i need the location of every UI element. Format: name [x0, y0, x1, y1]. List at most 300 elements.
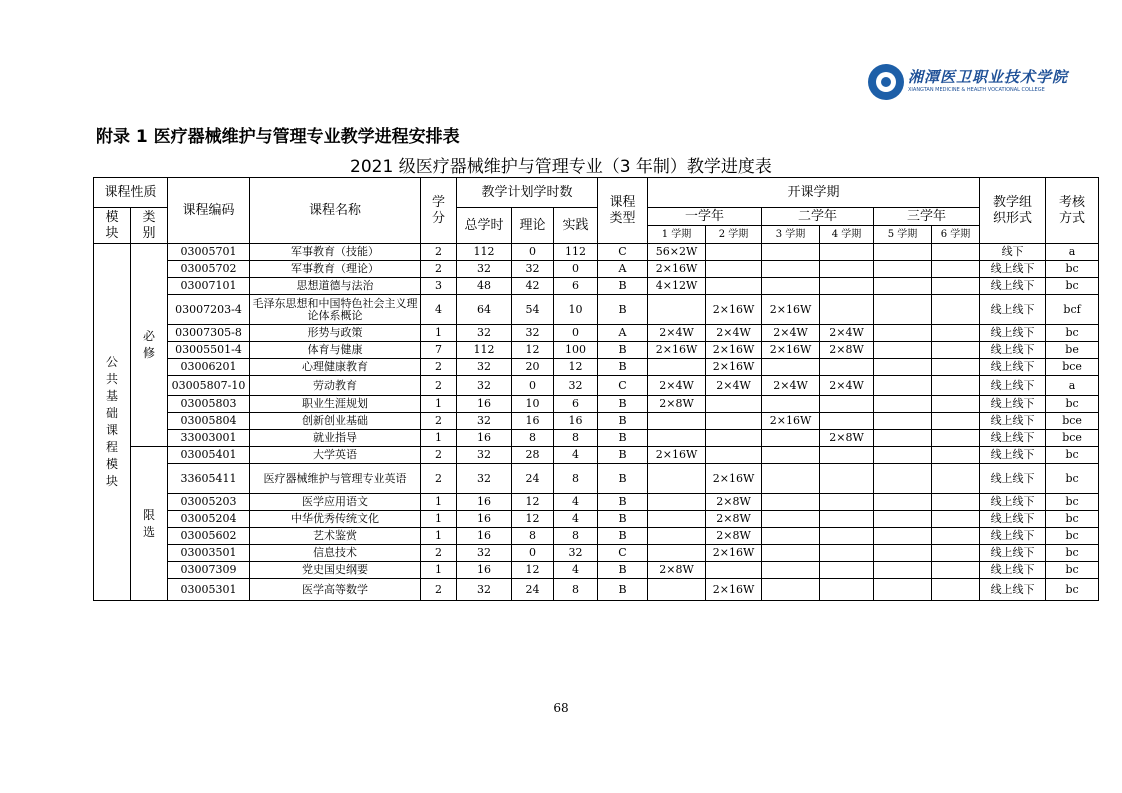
course-practice-hours: 8	[554, 579, 598, 601]
table-row	[94, 325, 1099, 342]
semester-5-cell	[874, 396, 932, 413]
course-code: 03005803	[168, 396, 250, 413]
course-name: 思想道德与法治	[250, 278, 421, 295]
semester-4-cell	[820, 447, 874, 464]
semester-4-cell: 2×8W	[820, 430, 874, 447]
semester-2-cell: 2×4W	[706, 376, 762, 396]
semester-1-cell: 2×16W	[648, 447, 706, 464]
course-type: B	[598, 359, 648, 376]
header-year-1: 一学年	[648, 208, 762, 226]
course-name: 医学应用语文	[250, 494, 421, 511]
semester-6-cell	[932, 325, 980, 342]
course-theory-hours: 28	[512, 447, 554, 464]
course-name: 心理健康教育	[250, 359, 421, 376]
semester-1-cell: 2×8W	[648, 396, 706, 413]
semester-5-cell	[874, 244, 932, 261]
semester-6-cell	[932, 579, 980, 601]
semester-4-cell	[820, 528, 874, 545]
semester-5-cell	[874, 278, 932, 295]
semester-3-cell	[762, 494, 820, 511]
course-org-form: 线上线下	[980, 325, 1046, 342]
semester-4-cell	[820, 295, 874, 325]
course-org-form: 线上线下	[980, 295, 1046, 325]
course-theory-hours: 12	[512, 494, 554, 511]
semester-2-cell	[706, 261, 762, 278]
course-name: 信息技术	[250, 545, 421, 562]
course-org-form: 线上线下	[980, 511, 1046, 528]
course-credits: 1	[421, 494, 457, 511]
course-practice-hours: 6	[554, 396, 598, 413]
semester-4-cell	[820, 545, 874, 562]
semester-5-cell	[874, 359, 932, 376]
course-name: 大学英语	[250, 447, 421, 464]
semester-3-cell: 2×16W	[762, 342, 820, 359]
course-name: 党史国史纲要	[250, 562, 421, 579]
course-name: 劳动教育	[250, 376, 421, 396]
semester-6-cell	[932, 545, 980, 562]
semester-4-cell	[820, 413, 874, 430]
table-row	[94, 413, 1099, 430]
table-row	[94, 562, 1099, 579]
course-practice-hours: 8	[554, 430, 598, 447]
course-practice-hours: 32	[554, 376, 598, 396]
course-total-hours: 48	[457, 278, 512, 295]
course-name: 中华优秀传统文化	[250, 511, 421, 528]
course-code: 03007309	[168, 562, 250, 579]
course-type: C	[598, 545, 648, 562]
course-credits: 4	[421, 295, 457, 325]
course-credits: 1	[421, 562, 457, 579]
table-row	[94, 430, 1099, 447]
semester-6-cell	[932, 528, 980, 545]
course-assessment: bc	[1046, 278, 1099, 295]
course-assessment: bce	[1046, 359, 1099, 376]
course-practice-hours: 0	[554, 325, 598, 342]
category-elective-cell: 限选	[131, 447, 168, 601]
course-assessment: bc	[1046, 494, 1099, 511]
course-org-form: 线上线下	[980, 413, 1046, 430]
semester-2-cell: 2×16W	[706, 342, 762, 359]
course-assessment: bc	[1046, 464, 1099, 494]
course-theory-hours: 8	[512, 430, 554, 447]
course-credits: 1	[421, 325, 457, 342]
semester-5-cell	[874, 528, 932, 545]
course-name: 毛泽东思想和中国特色社会主义理论体系概论	[250, 295, 421, 325]
semester-3-cell	[762, 562, 820, 579]
course-code: 03005501-4	[168, 342, 250, 359]
course-practice-hours: 32	[554, 545, 598, 562]
course-assessment: a	[1046, 244, 1099, 261]
semester-2-cell: 2×16W	[706, 579, 762, 601]
semester-5-cell	[874, 295, 932, 325]
course-practice-hours: 10	[554, 295, 598, 325]
course-name: 创新创业基础	[250, 413, 421, 430]
course-code: 03005203	[168, 494, 250, 511]
semester-6-cell	[932, 342, 980, 359]
course-assessment: bc	[1046, 528, 1099, 545]
course-type: B	[598, 413, 648, 430]
college-logo	[868, 64, 1069, 104]
header-name: 课程名称	[250, 178, 421, 244]
header-semester-6: 6 学期	[932, 226, 980, 244]
course-type: B	[598, 278, 648, 295]
semester-6-cell	[932, 447, 980, 464]
semester-5-cell	[874, 545, 932, 562]
semester-5-cell	[874, 376, 932, 396]
course-org-form: 线上线下	[980, 261, 1046, 278]
table-row	[94, 342, 1099, 359]
course-type: B	[598, 342, 648, 359]
course-org-form: 线上线下	[980, 359, 1046, 376]
semester-5-cell	[874, 261, 932, 278]
table-title: 2021 级医疗器械维护与管理专业（3 年制）教学进度表	[350, 157, 772, 177]
course-assessment: bce	[1046, 430, 1099, 447]
semester-3-cell: 2×16W	[762, 413, 820, 430]
appendix-title: 附录 1 医疗器械维护与管理专业教学进程安排表	[96, 127, 460, 147]
course-assessment: bc	[1046, 511, 1099, 528]
semester-2-cell	[706, 244, 762, 261]
semester-1-cell: 2×16W	[648, 261, 706, 278]
semester-1-cell	[648, 359, 706, 376]
course-total-hours: 32	[457, 579, 512, 601]
semester-5-cell	[874, 562, 932, 579]
semester-2-cell	[706, 562, 762, 579]
header-year-2: 二学年	[762, 208, 874, 226]
semester-2-cell	[706, 447, 762, 464]
course-code: 03005804	[168, 413, 250, 430]
course-credits: 1	[421, 430, 457, 447]
course-code: 03006201	[168, 359, 250, 376]
semester-2-cell	[706, 413, 762, 430]
course-theory-hours: 32	[512, 325, 554, 342]
course-org-form: 线上线下	[980, 579, 1046, 601]
semester-1-cell	[648, 511, 706, 528]
course-type: A	[598, 261, 648, 278]
semester-6-cell	[932, 396, 980, 413]
semester-2-cell: 2×16W	[706, 545, 762, 562]
course-assessment: bce	[1046, 413, 1099, 430]
course-theory-hours: 0	[512, 376, 554, 396]
semester-2-cell: 2×8W	[706, 511, 762, 528]
course-org-form: 线上线下	[980, 342, 1046, 359]
course-name: 艺术鉴赏	[250, 528, 421, 545]
course-name: 形势与政策	[250, 325, 421, 342]
semester-4-cell	[820, 562, 874, 579]
course-name: 医疗器械维护与管理专业英语	[250, 464, 421, 494]
course-assessment: bc	[1046, 396, 1099, 413]
course-credits: 1	[421, 511, 457, 528]
semester-1-cell: 2×8W	[648, 562, 706, 579]
course-type: B	[598, 562, 648, 579]
course-practice-hours: 4	[554, 494, 598, 511]
course-code: 33003001	[168, 430, 250, 447]
course-credits: 7	[421, 342, 457, 359]
header-semester-4: 4 学期	[820, 226, 874, 244]
semester-5-cell	[874, 579, 932, 601]
table-row	[94, 528, 1099, 545]
course-total-hours: 16	[457, 528, 512, 545]
course-org-form: 线上线下	[980, 545, 1046, 562]
course-total-hours: 16	[457, 511, 512, 528]
course-org-form: 线上线下	[980, 494, 1046, 511]
course-org-form: 线上线下	[980, 447, 1046, 464]
header-org: 教学组织形式	[980, 178, 1046, 244]
header-nature: 课程性质	[94, 178, 168, 208]
semester-5-cell	[874, 325, 932, 342]
table-row	[94, 244, 1099, 261]
semester-1-cell: 2×4W	[648, 325, 706, 342]
table-row	[94, 545, 1099, 562]
course-theory-hours: 10	[512, 396, 554, 413]
course-type: B	[598, 295, 648, 325]
course-name: 军事教育（技能）	[250, 244, 421, 261]
course-total-hours: 32	[457, 413, 512, 430]
course-code: 03007101	[168, 278, 250, 295]
course-assessment: be	[1046, 342, 1099, 359]
semester-6-cell	[932, 244, 980, 261]
category-required-cell: 必修	[131, 244, 168, 447]
semester-4-cell	[820, 511, 874, 528]
course-credits: 1	[421, 396, 457, 413]
course-assessment: bc	[1046, 261, 1099, 278]
table-row	[94, 447, 1099, 464]
header-module: 模块	[94, 208, 131, 244]
course-assessment: bc	[1046, 562, 1099, 579]
semester-5-cell	[874, 464, 932, 494]
semester-6-cell	[932, 359, 980, 376]
course-type: B	[598, 464, 648, 494]
header-semesters-group: 开课学期	[648, 178, 980, 208]
course-type: B	[598, 579, 648, 601]
page-number: 68	[553, 701, 569, 715]
course-org-form: 线上线下	[980, 464, 1046, 494]
semester-3-cell	[762, 528, 820, 545]
header-year-3: 三学年	[874, 208, 980, 226]
header-code: 课程编码	[168, 178, 250, 244]
course-theory-hours: 24	[512, 464, 554, 494]
course-assessment: bc	[1046, 447, 1099, 464]
semester-1-cell: 56×2W	[648, 244, 706, 261]
course-total-hours: 32	[457, 447, 512, 464]
semester-5-cell	[874, 494, 932, 511]
semester-6-cell	[932, 278, 980, 295]
course-total-hours: 112	[457, 244, 512, 261]
semester-1-cell	[648, 295, 706, 325]
course-practice-hours: 100	[554, 342, 598, 359]
table-row	[94, 579, 1099, 601]
semester-3-cell	[762, 447, 820, 464]
course-code: 03007305-8	[168, 325, 250, 342]
schedule-body	[94, 244, 1099, 601]
course-total-hours: 16	[457, 396, 512, 413]
course-credits: 2	[421, 447, 457, 464]
course-theory-hours: 0	[512, 545, 554, 562]
course-type: C	[598, 244, 648, 261]
table-row	[94, 511, 1099, 528]
course-theory-hours: 20	[512, 359, 554, 376]
semester-1-cell	[648, 494, 706, 511]
table-row	[94, 295, 1099, 325]
semester-4-cell	[820, 579, 874, 601]
course-assessment: bc	[1046, 545, 1099, 562]
semester-3-cell: 2×4W	[762, 376, 820, 396]
semester-6-cell	[932, 261, 980, 278]
semester-5-cell	[874, 342, 932, 359]
course-code: 03005702	[168, 261, 250, 278]
table-row	[94, 278, 1099, 295]
course-name: 职业生涯规划	[250, 396, 421, 413]
header-practice: 实践	[554, 208, 598, 244]
course-org-form: 线上线下	[980, 396, 1046, 413]
semester-1-cell: 2×4W	[648, 376, 706, 396]
semester-1-cell: 4×12W	[648, 278, 706, 295]
course-code: 03005204	[168, 511, 250, 528]
semester-6-cell	[932, 376, 980, 396]
course-theory-hours: 42	[512, 278, 554, 295]
course-type: A	[598, 325, 648, 342]
course-total-hours: 32	[457, 359, 512, 376]
course-code: 03005807-10	[168, 376, 250, 396]
course-total-hours: 32	[457, 464, 512, 494]
course-total-hours: 32	[457, 545, 512, 562]
semester-2-cell: 2×4W	[706, 325, 762, 342]
semester-2-cell: 2×8W	[706, 528, 762, 545]
header-assess: 考核方式	[1046, 178, 1099, 244]
semester-3-cell	[762, 464, 820, 494]
header-semester-3: 3 学期	[762, 226, 820, 244]
semester-3-cell	[762, 261, 820, 278]
semester-1-cell	[648, 528, 706, 545]
table-row	[94, 376, 1099, 396]
semester-6-cell	[932, 511, 980, 528]
semester-3-cell	[762, 396, 820, 413]
course-credits: 1	[421, 528, 457, 545]
semester-5-cell	[874, 413, 932, 430]
semester-2-cell	[706, 278, 762, 295]
course-theory-hours: 32	[512, 261, 554, 278]
course-practice-hours: 0	[554, 261, 598, 278]
semester-4-cell: 2×8W	[820, 342, 874, 359]
header-type: 课程类型	[598, 178, 648, 244]
course-total-hours: 64	[457, 295, 512, 325]
semester-5-cell	[874, 511, 932, 528]
course-code: 03003501	[168, 545, 250, 562]
table-row	[94, 261, 1099, 278]
course-name: 体育与健康	[250, 342, 421, 359]
course-theory-hours: 12	[512, 342, 554, 359]
course-total-hours: 16	[457, 430, 512, 447]
course-practice-hours: 112	[554, 244, 598, 261]
semester-2-cell: 2×16W	[706, 295, 762, 325]
course-credits: 2	[421, 464, 457, 494]
course-total-hours: 32	[457, 376, 512, 396]
semester-2-cell: 2×8W	[706, 494, 762, 511]
course-type: B	[598, 494, 648, 511]
semester-6-cell	[932, 494, 980, 511]
semester-3-cell	[762, 579, 820, 601]
course-practice-hours: 6	[554, 278, 598, 295]
table-row	[94, 396, 1099, 413]
semester-4-cell: 2×4W	[820, 325, 874, 342]
course-assessment: bc	[1046, 579, 1099, 601]
course-theory-hours: 24	[512, 579, 554, 601]
course-org-form: 线上线下	[980, 562, 1046, 579]
course-credits: 2	[421, 376, 457, 396]
course-org-form: 线上线下	[980, 376, 1046, 396]
course-name: 就业指导	[250, 430, 421, 447]
semester-1-cell: 2×16W	[648, 342, 706, 359]
course-code: 03005301	[168, 579, 250, 601]
semester-4-cell	[820, 464, 874, 494]
course-practice-hours: 4	[554, 447, 598, 464]
semester-3-cell	[762, 511, 820, 528]
semester-3-cell	[762, 278, 820, 295]
semester-5-cell	[874, 447, 932, 464]
course-total-hours: 112	[457, 342, 512, 359]
header-total: 总学时	[457, 208, 512, 244]
course-practice-hours: 4	[554, 562, 598, 579]
header-semester-2: 2 学期	[706, 226, 762, 244]
semester-3-cell: 2×16W	[762, 295, 820, 325]
semester-3-cell	[762, 545, 820, 562]
course-total-hours: 32	[457, 261, 512, 278]
course-name: 军事教育（理论）	[250, 261, 421, 278]
course-credits: 2	[421, 261, 457, 278]
course-theory-hours: 12	[512, 562, 554, 579]
course-org-form: 线上线下	[980, 430, 1046, 447]
semester-4-cell	[820, 261, 874, 278]
semester-3-cell	[762, 244, 820, 261]
course-credits: 2	[421, 244, 457, 261]
header-semester-1: 1 学期	[648, 226, 706, 244]
course-type: B	[598, 528, 648, 545]
semester-6-cell	[932, 295, 980, 325]
course-type: B	[598, 396, 648, 413]
course-theory-hours: 0	[512, 244, 554, 261]
course-credits: 2	[421, 413, 457, 430]
college-name-cn: 湘潭医卫职业技术学院	[908, 68, 1069, 86]
semester-6-cell	[932, 464, 980, 494]
semester-3-cell: 2×4W	[762, 325, 820, 342]
college-name-en: XIANGTAN MEDICINE & HEALTH VOCATIONAL COLLEGE	[908, 87, 1045, 93]
course-type: B	[598, 447, 648, 464]
semester-2-cell	[706, 430, 762, 447]
header-credits: 学分	[421, 178, 457, 244]
course-org-form: 线上线下	[980, 278, 1046, 295]
course-theory-hours: 54	[512, 295, 554, 325]
course-type: C	[598, 376, 648, 396]
course-assessment: a	[1046, 376, 1099, 396]
course-theory-hours: 12	[512, 511, 554, 528]
course-total-hours: 16	[457, 494, 512, 511]
semester-1-cell	[648, 545, 706, 562]
semester-4-cell	[820, 359, 874, 376]
header-plan-hours: 教学计划学时数	[457, 178, 598, 208]
course-practice-hours: 8	[554, 464, 598, 494]
semester-4-cell	[820, 494, 874, 511]
header-theory: 理论	[512, 208, 554, 244]
semester-2-cell: 2×16W	[706, 359, 762, 376]
course-credits: 3	[421, 278, 457, 295]
semester-6-cell	[932, 430, 980, 447]
table-row	[94, 494, 1099, 511]
course-assessment: bc	[1046, 325, 1099, 342]
course-code: 33605411	[168, 464, 250, 494]
semester-4-cell: 2×4W	[820, 376, 874, 396]
semester-2-cell	[706, 396, 762, 413]
course-total-hours: 16	[457, 562, 512, 579]
course-total-hours: 32	[457, 325, 512, 342]
